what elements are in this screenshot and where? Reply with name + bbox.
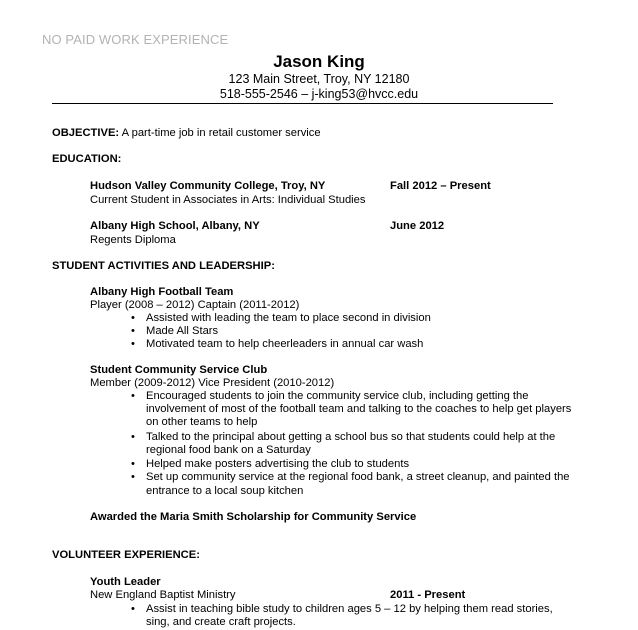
education-school: Hudson Valley Community College, Troy, NY [90, 180, 326, 192]
address: 123 Main Street, Troy, NY 12180 [228, 72, 410, 86]
bullet-icon: • [131, 431, 135, 443]
objective-label: OBJECTIVE: [52, 127, 120, 139]
activity-role: Member (2009-2012) Vice President (2010-2012) [90, 377, 335, 389]
caption: NO PAID WORK EXPERIENCE [42, 32, 229, 47]
education-dates: June 2012 [390, 220, 445, 232]
objective-text: A part-time job in retail customer service [121, 127, 321, 139]
activity-title: Student Community Service Club [90, 364, 268, 376]
bullet-text: sing, and create craft projects. [146, 616, 296, 628]
activities-heading: STUDENT ACTIVITIES AND LEADERSHIP: [52, 260, 275, 272]
bullet-text: on other teams to help [146, 416, 258, 428]
bullet-text: Helped make posters advertising the club to students [146, 458, 410, 470]
bullet-text: Talked to the principal about getting a school bus so that students could help at the [146, 431, 556, 443]
education-detail: Current Student in Associates in Arts: Individual Studies [90, 194, 366, 206]
bullet-icon: • [131, 325, 135, 337]
applicant-name: Jason King [273, 52, 365, 71]
bullet-icon: • [131, 471, 135, 483]
volunteer-title: Youth Leader [90, 576, 161, 588]
bullet-icon: • [131, 458, 135, 470]
bullet-text: involvement of most of the football team and talking to the coaches to help get players [146, 403, 572, 415]
education-heading: EDUCATION: [52, 153, 122, 165]
bullet-text: Assist in teaching bible study to children ages 5 – 12 by helping them read stories, [146, 603, 553, 615]
bullet-text: Made All Stars [146, 325, 219, 337]
bullet-icon: • [131, 603, 135, 615]
bullet-icon: • [131, 338, 135, 350]
bullet-text: Set up community service at the regional food bank, a street cleanup, and painted the [146, 471, 570, 483]
education-school: Albany High School, Albany, NY [90, 220, 260, 232]
bullet-icon: • [131, 390, 135, 402]
bullet-text: Encouraged students to join the community service club, including getting the [146, 390, 529, 402]
activity-title: Albany High Football Team [90, 286, 234, 298]
bullet-text: regional food bank on a Saturday [146, 444, 311, 456]
bullet-text: Motivated team to help cheerleaders in annual car wash [146, 338, 424, 350]
header-divider [52, 103, 553, 104]
contact-info: 518-555-2546 – j-king53@hvcc.edu [219, 87, 419, 101]
bullet-text: Assisted with leading the team to place second in division [146, 312, 431, 324]
volunteer-heading: VOLUNTEER EXPERIENCE: [52, 549, 200, 561]
education-detail: Regents Diploma [90, 234, 176, 246]
volunteer-org: New England Baptist Ministry [90, 589, 236, 601]
volunteer-dates: 2011 - Present [390, 589, 466, 601]
bullet-icon: • [131, 312, 135, 324]
education-dates: Fall 2012 – Present [390, 180, 491, 192]
award-line: Awarded the Maria Smith Scholarship for Community Service [90, 511, 417, 523]
objective-line [52, 127, 321, 140]
activity-role: Player (2008 – 2012) Captain (2011-2012) [90, 299, 300, 311]
bullet-text: entrance to a local soup kitchen [146, 485, 304, 497]
